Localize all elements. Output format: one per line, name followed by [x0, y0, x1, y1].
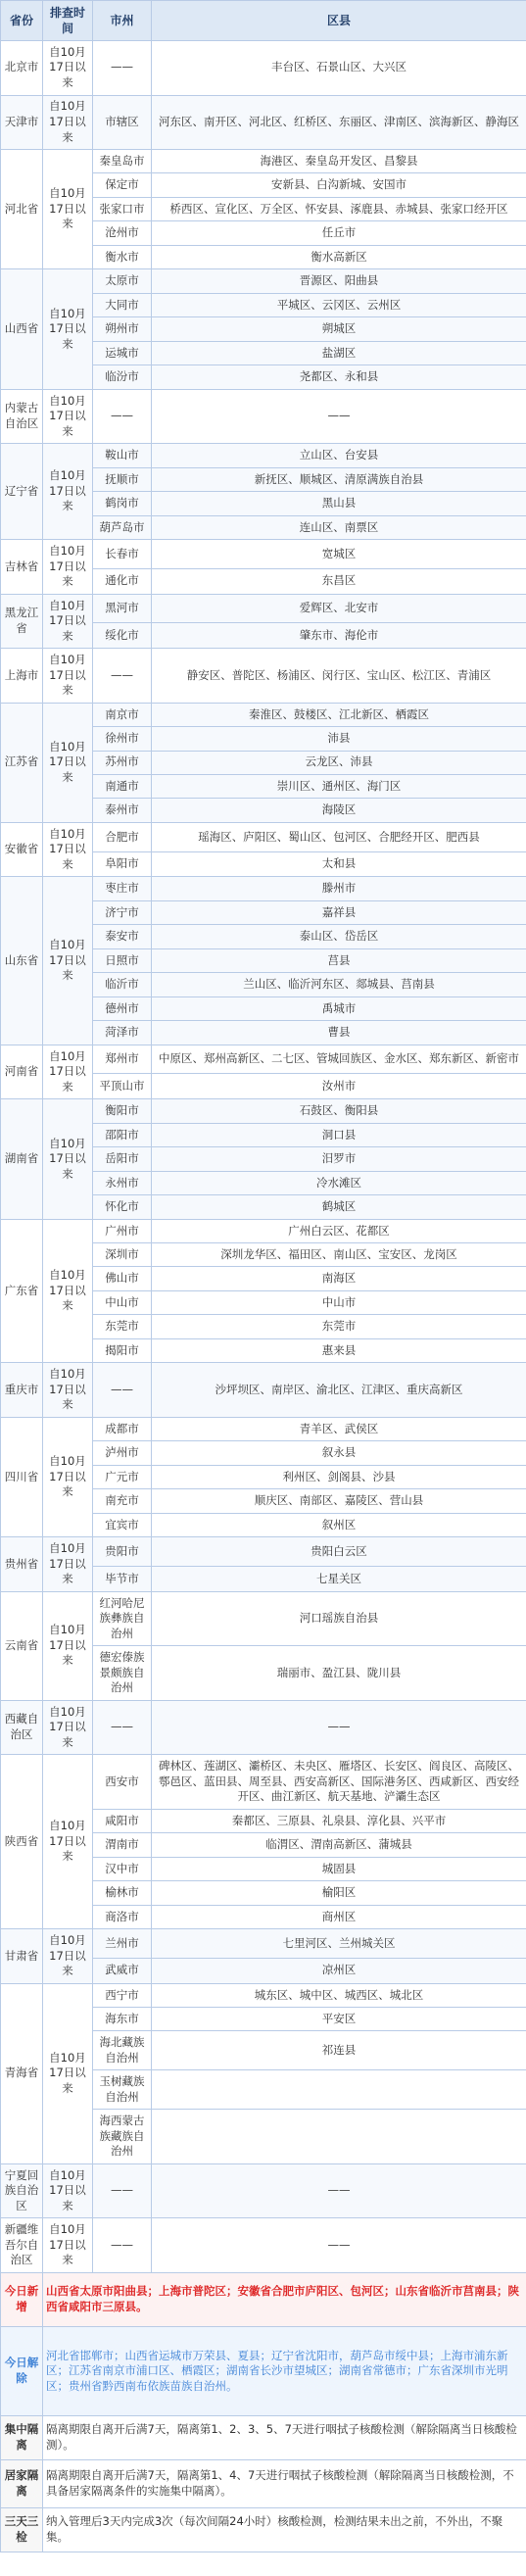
district-cell: 嘉祥县: [152, 900, 526, 924]
time-cell: 自10月17日以来: [43, 2218, 93, 2273]
city-cell: 运城市: [93, 341, 152, 365]
district-cell: 河东区、南开区、河北区、红桥区、东丽区、津南区、滨海新区、静海区: [152, 95, 526, 150]
city-cell: 衡水市: [93, 245, 152, 268]
city-cell: 郑州市: [93, 1045, 152, 1074]
province-cell: 四川省: [1, 1417, 43, 1536]
city-cell: 榆林市: [93, 1881, 152, 1905]
table-row: [1, 1363, 526, 1418]
district-cell: [152, 2070, 526, 2110]
province-cell: 山西省: [1, 269, 43, 389]
header-district: 区县: [152, 1, 526, 41]
province-cell: 重庆市: [1, 1363, 43, 1418]
district-cell: 平安区: [152, 2008, 526, 2031]
district-cell: 青羊区、武侯区: [152, 1417, 526, 1440]
district-cell: 惠来县: [152, 1338, 526, 1362]
city-cell: 张家口市: [93, 197, 152, 220]
district-cell: 朔城区: [152, 317, 526, 341]
city-cell: 临沂市: [93, 973, 152, 996]
district-cell: 利州区、剑阁县、沙县: [152, 1465, 526, 1488]
city-cell: 红河哈尼族彝族自治州: [93, 1591, 152, 1646]
city-cell: ——: [93, 1363, 152, 1418]
city-cell: 东莞市: [93, 1315, 152, 1338]
city-cell: 绥化市: [93, 623, 152, 649]
district-cell: 七里河区、兰州城关区: [152, 1929, 526, 1959]
district-cell: 丰台区、石景山区、大兴区: [152, 41, 526, 96]
city-cell: 海西蒙古族藏族自治州: [93, 2110, 152, 2164]
table-row: [1, 444, 526, 467]
time-cell: 自10月17日以来: [43, 877, 93, 1045]
notes-body: [1, 2272, 526, 2552]
table-row: [1, 41, 526, 96]
district-cell: 平城区、云冈区、云州区: [152, 293, 526, 316]
district-cell: ——: [152, 1700, 526, 1755]
district-cell: 榆阳区: [152, 1881, 526, 1905]
city-cell: 平顶山市: [93, 1074, 152, 1099]
city-cell: 徐州市: [93, 727, 152, 751]
province-cell: 云南省: [1, 1591, 43, 1700]
city-cell: 泸州市: [93, 1441, 152, 1465]
note-label-new: 今日新增: [1, 2272, 43, 2326]
time-cell: 自10月17日以来: [43, 703, 93, 822]
province-cell: 河北省: [1, 150, 43, 269]
city-cell: 西安市: [93, 1755, 152, 1810]
time-cell: 自10月17日以来: [43, 1537, 93, 1592]
district-cell: 瑶海区、庐阳区、蜀山区、包河区、合肥经开区、肥西县: [152, 822, 526, 851]
note-text-new: 山西省太原市阳曲县；上海市普陀区；安徽省合肥市庐阳区、包河区；山东省临沂市莒南县；陕西省咸阳市三原县。: [43, 2272, 526, 2326]
district-cell: 石鼓区、衡阳县: [152, 1099, 526, 1123]
note-text-lifted: 河北省邯郸市；山西省运城市万荣县、夏县；辽宁省沈阳市，葫芦岛市绥中县；上海市浦东新区；江苏省南京市浦口区、栖霞区；湖南省长沙市望城区；湖南省常德市；广东省深圳市光明区；贵州省黔西南布依族苗族自治州。: [43, 2326, 526, 2415]
city-cell: ——: [93, 41, 152, 96]
time-cell: 自10月17日以来: [43, 1700, 93, 1755]
city-cell: 葫芦岛市: [93, 515, 152, 539]
district-cell: 禹城市: [152, 996, 526, 1020]
district-cell: 安新县、白沟新城、安国市: [152, 173, 526, 197]
city-cell: 泰州市: [93, 799, 152, 822]
time-cell: 自10月17日以来: [43, 389, 93, 444]
district-cell: 静安区、普陀区、杨浦区、闵行区、宝山区、松江区、青浦区: [152, 649, 526, 704]
city-cell: 市辖区: [93, 95, 152, 150]
table-row: [1, 703, 526, 726]
table-row: [1, 1417, 526, 1440]
city-cell: 揭阳市: [93, 1338, 152, 1362]
city-cell: 邵阳市: [93, 1123, 152, 1146]
province-cell: 湖南省: [1, 1099, 43, 1219]
note-row-central: [1, 2415, 526, 2459]
city-cell: 菏泽市: [93, 1021, 152, 1045]
province-cell: 甘肃省: [1, 1929, 43, 1984]
city-cell: 阜阳市: [93, 851, 152, 877]
city-cell: 济宁市: [93, 900, 152, 924]
note-label-three: 三天三检: [1, 2507, 43, 2552]
city-cell: 渭南市: [93, 1833, 152, 1857]
city-cell: 保定市: [93, 173, 152, 197]
district-cell: 滕州市: [152, 877, 526, 900]
time-cell: 自10月17日以来: [43, 41, 93, 96]
district-cell: [152, 2110, 526, 2164]
time-cell: 自10月17日以来: [43, 2163, 93, 2218]
city-cell: 秦皇岛市: [93, 150, 152, 173]
city-cell: 泰安市: [93, 925, 152, 948]
city-cell: ——: [93, 649, 152, 704]
province-cell: 江苏省: [1, 703, 43, 822]
city-cell: 抚顺市: [93, 467, 152, 491]
district-cell: 秦都区、三原县、礼泉县、淳化县、兴平市: [152, 1809, 526, 1832]
city-cell: 武威市: [93, 1958, 152, 1983]
district-cell: 中山市: [152, 1290, 526, 1314]
time-cell: 自10月17日以来: [43, 150, 93, 269]
district-cell: 凉州区: [152, 1958, 526, 1983]
district-cell: 深圳龙华区、福田区、南山区、宝安区、龙岗区: [152, 1243, 526, 1267]
district-cell: 南海区: [152, 1267, 526, 1290]
city-cell: 衡阳市: [93, 1099, 152, 1123]
district-cell: 莒县: [152, 948, 526, 972]
city-cell: 南通市: [93, 774, 152, 798]
district-cell: 黑山县: [152, 492, 526, 515]
table-row: [1, 1099, 526, 1123]
district-cell: ——: [152, 2218, 526, 2273]
district-cell: 东莞市: [152, 1315, 526, 1338]
district-cell: 叙永县: [152, 1441, 526, 1465]
time-cell: 自10月17日以来: [43, 1045, 93, 1099]
city-cell: 毕节市: [93, 1566, 152, 1591]
table-row: [1, 389, 526, 444]
district-cell: 连山区、南票区: [152, 515, 526, 539]
city-cell: 咸阳市: [93, 1809, 152, 1832]
city-cell: 鹤岗市: [93, 492, 152, 515]
district-cell: 商州区: [152, 1905, 526, 1928]
city-cell: 枣庄市: [93, 877, 152, 900]
district-cell: 太和县: [152, 851, 526, 877]
table-row: [1, 1755, 526, 1810]
province-cell: 西藏自治区: [1, 1700, 43, 1755]
district-cell: 东昌区: [152, 568, 526, 594]
district-cell: 七星关区: [152, 1566, 526, 1591]
city-cell: 佛山市: [93, 1267, 152, 1290]
district-cell: 任丘市: [152, 221, 526, 245]
district-cell: 中原区、郑州高新区、二七区、管城回族区、金水区、郑东新区、新密市: [152, 1045, 526, 1074]
time-cell: 自10月17日以来: [43, 649, 93, 704]
district-cell: ——: [152, 389, 526, 444]
district-cell: 贵阳白云区: [152, 1537, 526, 1567]
time-cell: 自10月17日以来: [43, 1417, 93, 1536]
time-cell: 自10月17日以来: [43, 540, 93, 595]
city-cell: 大同市: [93, 293, 152, 316]
note-row-home: [1, 2459, 526, 2507]
city-cell: 南京市: [93, 703, 152, 726]
time-cell: 自10月17日以来: [43, 1219, 93, 1363]
district-cell: 鹤城区: [152, 1195, 526, 1219]
city-cell: 深圳市: [93, 1243, 152, 1267]
city-cell: 宜宾市: [93, 1513, 152, 1536]
district-cell: 新抚区、顺城区、清原满族自治县: [152, 467, 526, 491]
table-row: [1, 822, 526, 851]
district-cell: 碑林区、莲湖区、灞桥区、未央区、雁塔区、长安区、阎良区、高陵区、鄠邑区、蓝田县、周至县、西安高新区、国际港务区、西咸新区、西安经开区、曲江新区、航天基地、浐灞生态区: [152, 1755, 526, 1810]
district-cell: 衡水高新区: [152, 245, 526, 268]
district-cell: 沙坪坝区、南岸区、渝北区、江津区、重庆高新区: [152, 1363, 526, 1418]
district-cell: ——: [152, 2163, 526, 2218]
district-cell: 海港区、秦皇岛开发区、昌黎县: [152, 150, 526, 173]
time-cell: 自10月17日以来: [43, 822, 93, 877]
district-cell: 汝州市: [152, 1074, 526, 1099]
city-cell: 成都市: [93, 1417, 152, 1440]
city-cell: 日照市: [93, 948, 152, 972]
table-row: [1, 1219, 526, 1242]
note-row-new: [1, 2272, 526, 2326]
note-label-lifted: 今日解除: [1, 2326, 43, 2415]
header-time: 排查时间: [43, 1, 93, 41]
province-cell: 山东省: [1, 877, 43, 1045]
city-cell: ——: [93, 2163, 152, 2218]
table-body: [1, 41, 526, 2273]
table-row: [1, 1045, 526, 1074]
table-row: [1, 150, 526, 173]
table-row: [1, 1983, 526, 2007]
province-cell: 安徽省: [1, 822, 43, 877]
district-cell: 顺庆区、南部区、嘉陵区、营山县: [152, 1489, 526, 1513]
city-cell: 兰州市: [93, 1929, 152, 1959]
city-cell: 德州市: [93, 996, 152, 1020]
city-cell: ——: [93, 2218, 152, 2273]
note-label-home: 居家隔离: [1, 2459, 43, 2507]
city-cell: 苏州市: [93, 751, 152, 774]
table-row: [1, 2163, 526, 2218]
district-cell: 爱辉区、北安市: [152, 594, 526, 623]
city-cell: 长春市: [93, 540, 152, 569]
note-text-central: 隔离期限自离开后满7天，隔离第1、2、3、5、7天进行咽拭子核酸检测（解除隔离当日核酸检测）。: [43, 2415, 526, 2459]
district-cell: 立山区、台安县: [152, 444, 526, 467]
district-cell: 临渭区、渭南高新区、蒲城县: [152, 1833, 526, 1857]
note-label-central: 集中隔离: [1, 2415, 43, 2459]
city-cell: ——: [93, 389, 152, 444]
district-cell: 城固县: [152, 1857, 526, 1880]
city-cell: 德宏傣族景颇族自治州: [93, 1646, 152, 1701]
time-cell: 自10月17日以来: [43, 1099, 93, 1219]
district-cell: 崇川区、通州区、海门区: [152, 774, 526, 798]
province-cell: 内蒙古自治区: [1, 389, 43, 444]
district-cell: 桥西区、宣化区、万全区、怀安县、涿鹿县、赤城县、张家口经开区: [152, 197, 526, 220]
province-cell: 吉林省: [1, 540, 43, 595]
district-cell: 城东区、城中区、城西区、城北区: [152, 1983, 526, 2007]
province-cell: 新疆维吾尔自治区: [1, 2218, 43, 2273]
time-cell: 自10月17日以来: [43, 269, 93, 389]
table-row: [1, 540, 526, 569]
table-row: [1, 269, 526, 293]
district-cell: 肇东市、海伦市: [152, 623, 526, 649]
city-cell: 临汾市: [93, 365, 152, 389]
city-cell: 中山市: [93, 1290, 152, 1314]
city-cell: ——: [93, 1700, 152, 1755]
province-cell: 辽宁省: [1, 444, 43, 540]
table-row: [1, 1700, 526, 1755]
district-cell: 尧都区、永和县: [152, 365, 526, 389]
district-cell: 海陵区: [152, 799, 526, 822]
time-cell: 自10月17日以来: [43, 1591, 93, 1700]
district-cell: 兰山区、临沂河东区、郯城县、莒南县: [152, 973, 526, 996]
time-cell: 自10月17日以来: [43, 444, 93, 540]
province-cell: 青海省: [1, 1983, 43, 2163]
time-cell: 自10月17日以来: [43, 1755, 93, 1929]
city-cell: 岳阳市: [93, 1147, 152, 1171]
city-cell: 广州市: [93, 1219, 152, 1242]
note-row-three: [1, 2507, 526, 2552]
district-cell: 沛县: [152, 727, 526, 751]
district-cell: 秦淮区、鼓楼区、江北新区、栖霞区: [152, 703, 526, 726]
table-header-row: [1, 1, 526, 41]
district-cell: 曹县: [152, 1021, 526, 1045]
table-row: [1, 1929, 526, 1959]
province-cell: 北京市: [1, 41, 43, 96]
province-cell: 天津市: [1, 95, 43, 150]
city-cell: 南充市: [93, 1489, 152, 1513]
province-cell: 黑龙江省: [1, 594, 43, 649]
table-row: [1, 1591, 526, 1646]
city-cell: 沧州市: [93, 221, 152, 245]
table-row: [1, 594, 526, 623]
table-row: [1, 1537, 526, 1567]
city-cell: 太原市: [93, 269, 152, 293]
province-cell: 贵州省: [1, 1537, 43, 1592]
header-city: 市州: [93, 1, 152, 41]
table-row: [1, 877, 526, 900]
province-cell: 宁夏回族自治区: [1, 2163, 43, 2218]
city-cell: 鞍山市: [93, 444, 152, 467]
table-row: [1, 95, 526, 150]
note-text-three: 纳入管理后3天内完成3次（每次间隔24小时）核酸检测，检测结果未出之前，不外出，不聚集。: [43, 2507, 526, 2552]
city-cell: 广元市: [93, 1465, 152, 1488]
province-cell: 陕西省: [1, 1755, 43, 1929]
city-cell: 永州市: [93, 1171, 152, 1194]
district-cell: 冷水滩区: [152, 1171, 526, 1194]
district-cell: 祁连县: [152, 2031, 526, 2070]
district-cell: 泰山区、岱岳区: [152, 925, 526, 948]
city-cell: 汉中市: [93, 1857, 152, 1880]
district-cell: 河口瑶族自治县: [152, 1591, 526, 1646]
district-cell: 晋源区、阳曲县: [152, 269, 526, 293]
district-cell: 叙州区: [152, 1513, 526, 1536]
city-cell: 朔州市: [93, 317, 152, 341]
district-cell: 汨罗市: [152, 1147, 526, 1171]
city-cell: 商洛市: [93, 1905, 152, 1928]
city-cell: 西宁市: [93, 1983, 152, 2007]
time-cell: 自10月17日以来: [43, 1363, 93, 1418]
city-cell: 海东市: [93, 2008, 152, 2031]
district-cell: 宽城区: [152, 540, 526, 569]
district-cell: 瑞丽市、盈江县、陇川县: [152, 1646, 526, 1701]
table-row: [1, 2218, 526, 2273]
district-cell: 广州白云区、花都区: [152, 1219, 526, 1242]
header-province: 省份: [1, 1, 43, 41]
province-cell: 广东省: [1, 1219, 43, 1363]
city-cell: 海北藏族自治州: [93, 2031, 152, 2070]
city-cell: 通化市: [93, 568, 152, 594]
city-cell: 黑河市: [93, 594, 152, 623]
district-cell: 云龙区、沛县: [152, 751, 526, 774]
time-cell: 自10月17日以来: [43, 1929, 93, 1984]
province-cell: 河南省: [1, 1045, 43, 1099]
city-cell: 玉树藏族自治州: [93, 2070, 152, 2110]
district-cell: 洞口县: [152, 1123, 526, 1146]
note-row-lifted: [1, 2326, 526, 2415]
note-text-home: 隔离期限自离开后满7天，隔离第1、4、7天进行咽拭子核酸检测（解除隔离当日核酸检测，不具备居家隔离条件的实施集中隔离）。: [43, 2459, 526, 2507]
province-cell: 上海市: [1, 649, 43, 704]
city-cell: 贵阳市: [93, 1537, 152, 1567]
district-cell: 盐湖区: [152, 341, 526, 365]
table-row: [1, 649, 526, 704]
time-cell: 自10月17日以来: [43, 594, 93, 649]
time-cell: 自10月17日以来: [43, 1983, 93, 2163]
city-cell: 怀化市: [93, 1195, 152, 1219]
city-cell: 合肥市: [93, 822, 152, 851]
time-cell: 自10月17日以来: [43, 95, 93, 150]
